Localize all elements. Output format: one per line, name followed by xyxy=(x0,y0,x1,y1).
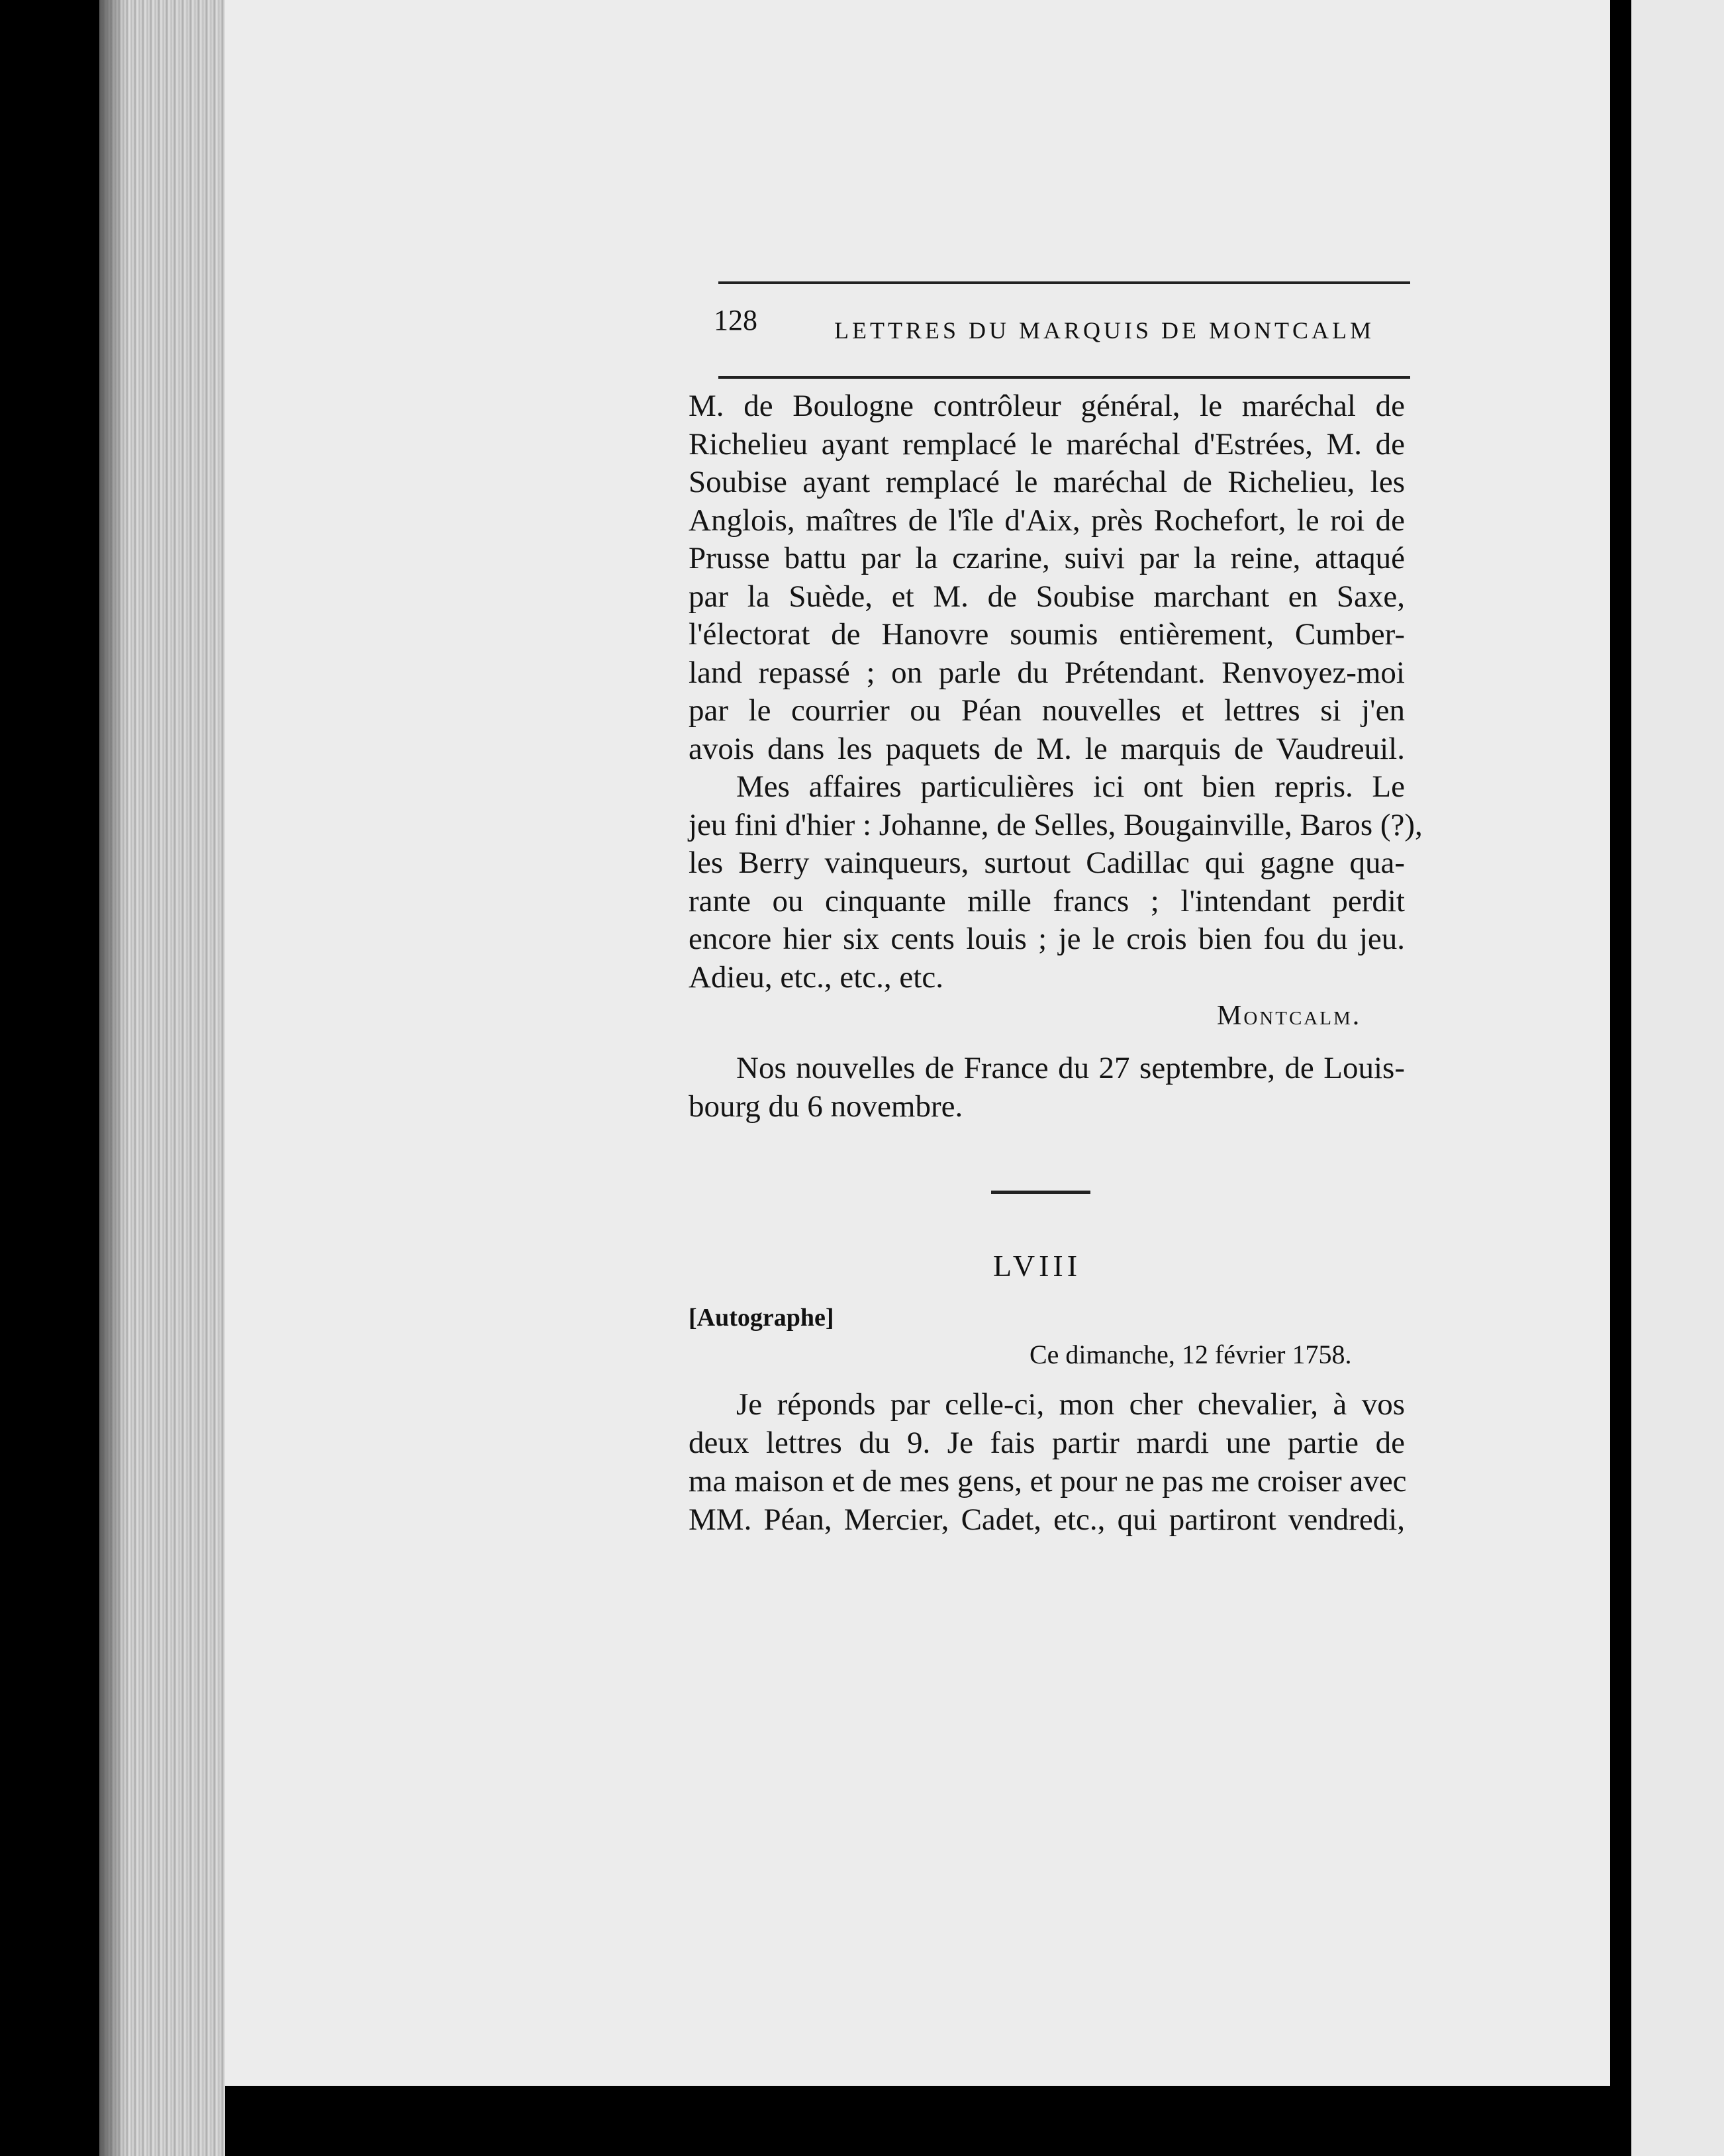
scan-bottom-border xyxy=(225,2086,1610,2156)
facing-page-edge xyxy=(1631,0,1724,2156)
body-line: land repassé ; on parle du Prétendant. Renvoyez-moi xyxy=(689,655,1405,690)
body-line: Soubise ayant remplacé le maréchal de Richelieu, les xyxy=(689,465,1405,499)
postscript-line: bourg du 6 novembre. xyxy=(689,1089,963,1124)
autograph-label: [Autographe] xyxy=(689,1304,834,1332)
section-separator xyxy=(991,1191,1090,1194)
body-line: Prusse battu par la czarine, suivi par la reine, attaqué xyxy=(689,541,1405,575)
running-title: LETTRES DU MARQUIS DE MONTCALM xyxy=(834,317,1374,344)
letter-number-heading: LVIII xyxy=(993,1249,1082,1283)
body-line: jeu fini d'hier : Johanne, de Selles, Bougainville, Baros (?), xyxy=(689,807,1423,842)
signature: Montcalm. xyxy=(1217,1001,1362,1031)
body-line: par le courrier ou Péan nouvelles et lettres si j'en xyxy=(689,693,1405,728)
book-page xyxy=(225,0,1610,2086)
body-line: par la Suède, et M. de Soubise marchant en Saxe, xyxy=(689,579,1405,614)
postscript xyxy=(689,1050,1405,1126)
page-number: 128 xyxy=(714,304,757,336)
body-line: encore hier six cents louis ; je le crois bien fou du jeu. xyxy=(689,922,1405,956)
letter-line: ma maison et de mes gens, et pour ne pas me croiser avec xyxy=(689,1464,1407,1498)
header-top-rule xyxy=(718,281,1410,284)
body-line: avois dans les paquets de M. le marquis de Vaudreuil. xyxy=(689,731,1405,766)
letter-line: Je réponds par celle-ci, mon cher chevalier, à vos xyxy=(736,1387,1405,1422)
body-line: Richelieu ayant remplacé le maréchal d'Estrées, M. de xyxy=(689,426,1405,462)
postscript-line: Nos nouvelles de France du 27 septembre, de Louis- xyxy=(736,1051,1405,1085)
book-page-edges xyxy=(99,0,225,2156)
book-gutter xyxy=(1610,0,1631,2156)
body-line: Anglois, maîtres de l'île d'Aix, près Rochefort, le roi de xyxy=(689,503,1405,538)
header-bottom-rule xyxy=(718,376,1410,379)
letter-continuation xyxy=(689,387,1423,997)
letter-date: Ce dimanche, 12 février 1758. xyxy=(1030,1340,1352,1369)
body-line: Adieu, etc., etc., etc. xyxy=(689,959,943,995)
letter-line: MM. Péan, Mercier, Cadet, etc., qui partiront vendredi, xyxy=(689,1502,1405,1537)
body-line: les Berry vainqueurs, surtout Cadillac qui gagne qua- xyxy=(689,846,1405,880)
body-line: rante ou cinquante mille francs ; l'intendant perdit xyxy=(689,883,1405,918)
scan-left-border xyxy=(0,0,99,2156)
letter-body xyxy=(689,1385,1405,1539)
letter-line: deux lettres du 9. Je fais partir mardi une partie de xyxy=(689,1426,1405,1460)
body-line: l'électorat de Hanovre soumis entièrement, Cumber- xyxy=(689,617,1405,652)
body-line: Mes affaires particulières ici ont bien repris. Le xyxy=(736,769,1405,804)
body-line: M. de Boulogne contrôleur général, le maréchal de xyxy=(689,389,1405,423)
